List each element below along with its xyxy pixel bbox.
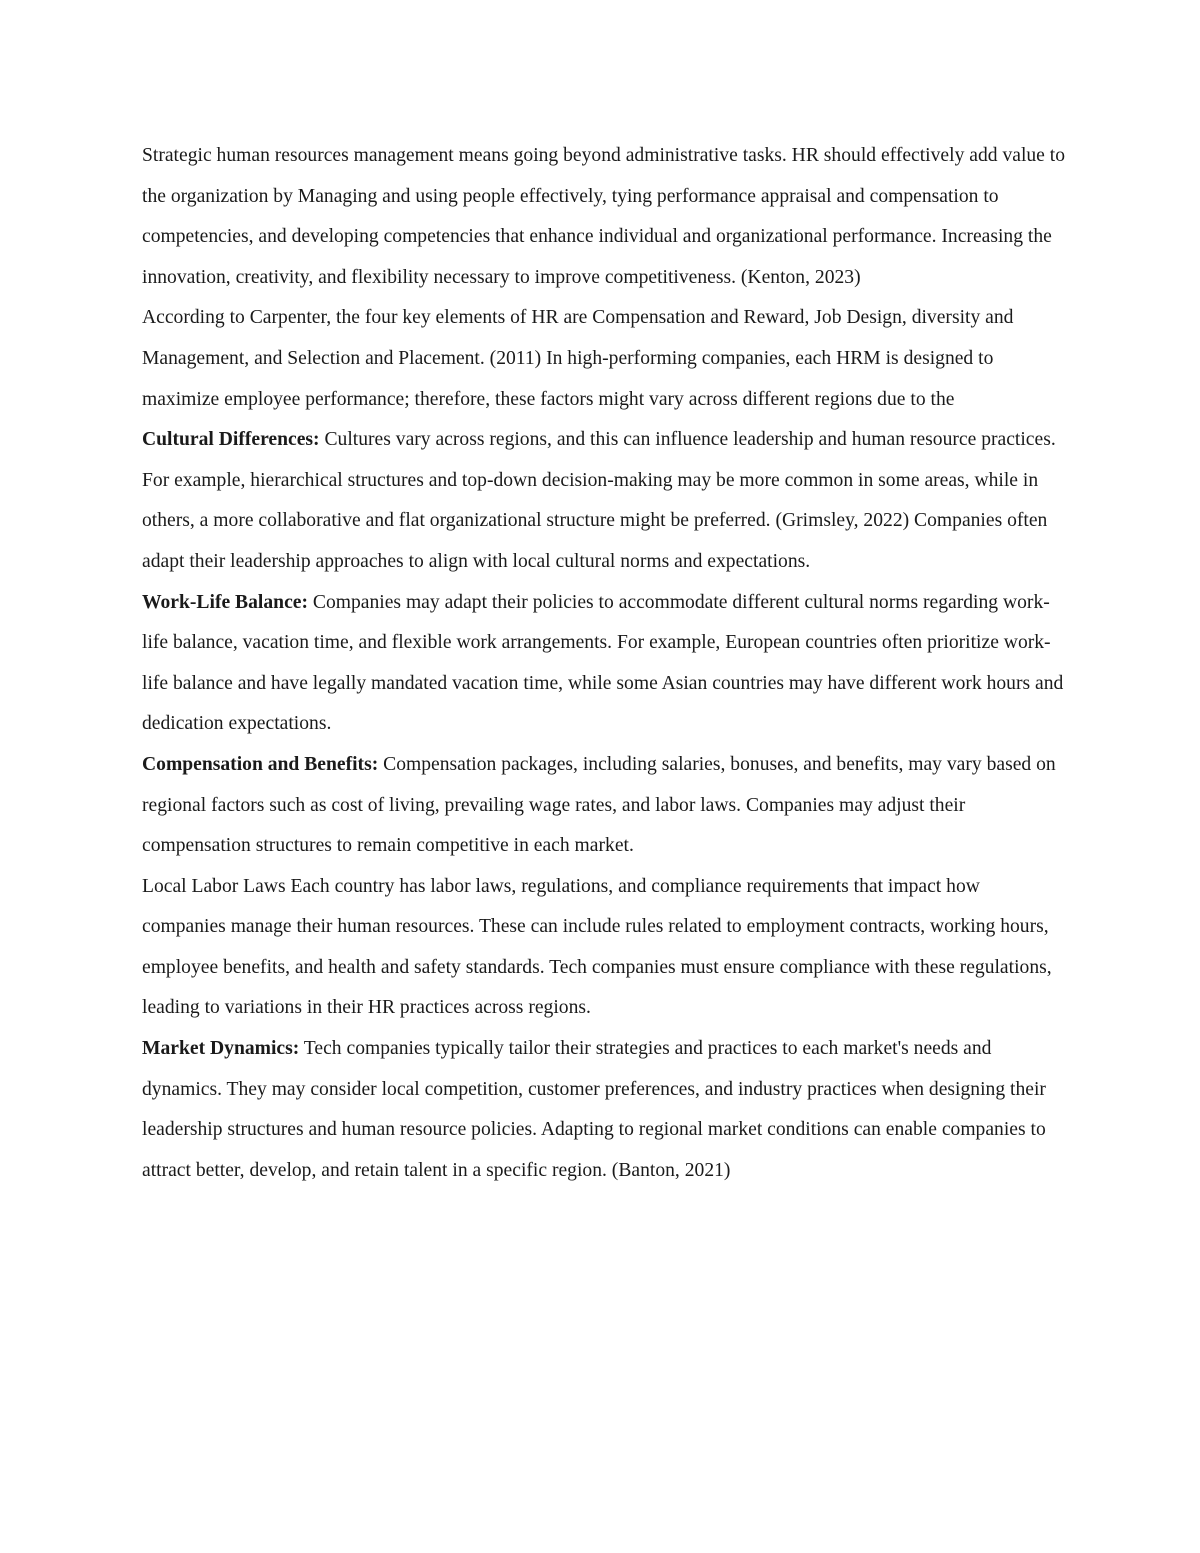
paragraph-lead: Compensation and Benefits: [142, 753, 379, 775]
paragraph-compensation-benefits [142, 745, 1067, 867]
paragraph-lead: Market Dynamics: [142, 1038, 300, 1060]
paragraph-lead: Work-Life Balance: [142, 591, 308, 613]
paragraph-text: Companies may adapt their policies to accommodate different cultural norms regarding work-life balance, vacation time, and flexible work arrangements. For example, European countries often prioritize work-life balance and have legally mandated vacation time, while some Asian countries may have different work hours and dedication expectations. [142, 591, 1064, 735]
paragraph-market-dynamics [142, 1029, 1067, 1191]
paragraph-text: Cultures vary across regions, and this can influence leadership and human resource practices. For example, hierarchical structures and top-down decision-making may be more common in some areas, while in others, a more collaborative and flat organizational structure might be preferred. (Grimsley, 2022) Companies often adapt their leadership approaches to align with local cultural norms and expectations. [142, 429, 1056, 572]
document-body [142, 136, 1067, 1191]
paragraph-cultural-differences [142, 420, 1067, 582]
paragraph-text: According to Carpenter, the four key elements of HR are Compensation and Reward, Job Design, diversity and Management, and Selection and Placement. (2011) In high-performing companies, each HRM is designed to maximize employee performance; therefore, these factors might vary across different regions due to the [142, 307, 1014, 410]
paragraph-text: Tech companies typically tailor their strategies and practices to each market's needs and dynamics. They may consider local competition, customer preferences, and industry practices when designing their leadership structures and human resource policies. Adapting to regional market conditions can enable companies to attract better, develop, and retain talent in a specific region. (Banton, 2021) [142, 1038, 1046, 1181]
paragraph-work-life-balance [142, 583, 1067, 745]
paragraph-text: Local Labor Laws Each country has labor laws, regulations, and compliance requirements that impact how companies manage their human resources. These can include rules related to employment contracts, working hours, employee benefits, and health and safety standards. Tech companies must ensure compliance with these regulations, leading to variations in their HR practices across regions. [142, 875, 1052, 1019]
paragraph-key-elements [142, 298, 1067, 420]
paragraph-text: Compensation packages, including salaries, bonuses, and benefits, may vary based on regional factors such as cost of living, prevailing wage rates, and labor laws. Companies may adjust their compensation structures to remain competitive in each market. [142, 753, 1056, 857]
paragraph-text: Strategic human resources management means going beyond administrative tasks. HR should effectively add value to the organization by Managing and using people effectively, tying performance appraisal and compensation to competencies, and developing competencies that enhance individual and organizational performance. Increasing the innovation, creativity, and flexibility necessary to improve competitiveness. (Kenton, 2023) [142, 145, 1066, 288]
paragraph-lead: Cultural Differences: [142, 429, 320, 451]
paragraph-local-labor-laws [142, 867, 1067, 1029]
paragraph-srhm-intro [142, 136, 1067, 298]
